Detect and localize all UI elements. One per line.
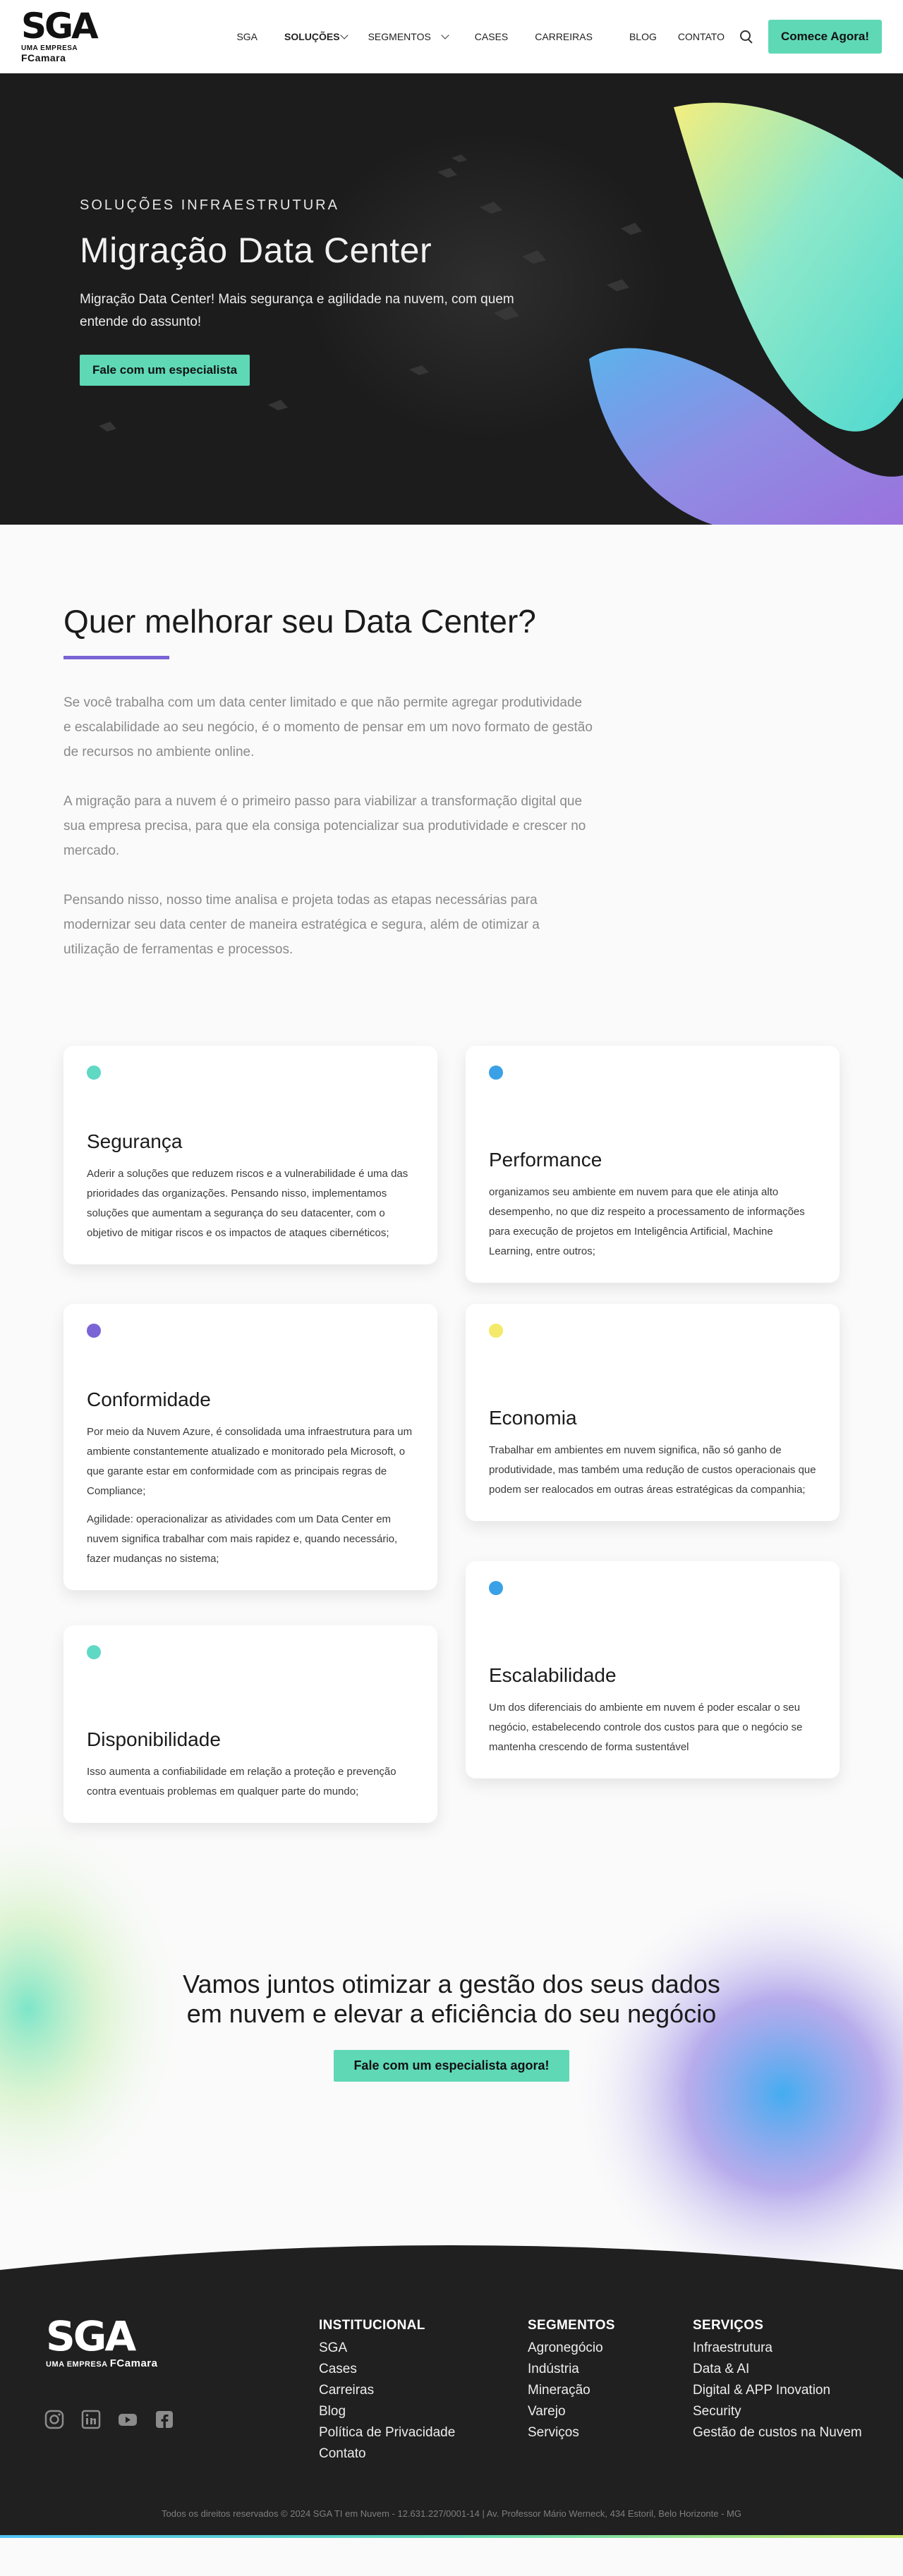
footer-link[interactable]: Infraestrutura: [693, 2340, 772, 2355]
card-text: Isso aumenta a confiabilidade em relação a proteção e prevenção contra eventuais problemas em qualquer parte do mundo;: [87, 1766, 396, 1797]
card-title: Performance: [489, 1149, 602, 1171]
card-title: Disponibilidade: [87, 1728, 221, 1750]
card-dot-icon: [87, 1066, 101, 1080]
hero-especialista-button[interactable]: Fale com um especialista: [80, 355, 250, 386]
hero-content: [80, 197, 531, 386]
comece-agora-button[interactable]: Comece Agora!: [768, 20, 882, 54]
hero-eyebrow: SOLUÇÕES INFRAESTRUTURA: [80, 197, 339, 213]
instagram-icon[interactable]: [44, 2409, 65, 2430]
card-dot-icon: [87, 1645, 101, 1659]
card-dot-icon: [87, 1324, 101, 1338]
youtube-icon[interactable]: [117, 2409, 138, 2430]
footer-link[interactable]: Agronegócio: [528, 2340, 603, 2355]
facebook-icon[interactable]: [154, 2409, 175, 2430]
footer-col-servicos: [693, 2318, 862, 2443]
footer-link[interactable]: SGA: [319, 2340, 348, 2355]
nav-item-segmentos[interactable]: SEGMENTOS: [368, 31, 448, 42]
footer-link[interactable]: Security: [693, 2404, 741, 2419]
card-text: Por meio da Nuvem Azure, é consolidada uma infraestrutura para um ambiente constantemente atualizado e monitorado pela Microsoft, o que garante estar em conformidade com as principais regras de Compliance;: [87, 1426, 413, 1497]
intro-paragraph: Pensando nisso, nosso time analisa e projeta todas as etapas necessárias para modernizar seu data center de maneira estratégica e segura, além de otimizar a utilização de ferramentas e processos.: [63, 893, 540, 957]
card-title: Economia: [489, 1407, 577, 1429]
logo-wordmark: SGA: [21, 5, 97, 47]
footer-link[interactable]: Política de Privacidade: [319, 2425, 456, 2440]
card-text: Aderir a soluções que reduzem riscos e a vulnerabilidade é uma das prioridades das organizações. Pensando nisso, implementamos soluções que aumentam a segurança do seu datacenter, com o objetivo de mitigar riscos e os impactos de ataques cibernéticos;: [87, 1168, 408, 1239]
hero-text: Migração Data Center! Mais segurança e agilidade na nuvem, com quem entende do assunto!: [80, 292, 514, 329]
footer-link[interactable]: Digital & APP Inovation: [693, 2383, 831, 2398]
site-footer: [0, 2270, 903, 2538]
hero-section: [0, 73, 903, 525]
footer-link[interactable]: Indústria: [528, 2362, 579, 2376]
card-text: Trabalhar em ambientes em nuvem significa, não só ganho de produtividade, mas também uma redução de custos operacionais que podem ser realocados em outras áreas estratégicas da companhia;: [489, 1444, 816, 1496]
intro-section: [0, 525, 635, 962]
site-header: [0, 0, 903, 73]
footer-col-title: SERVIÇOS: [693, 2318, 764, 2333]
cta-title: Vamos juntos otimizar a gestão dos seus dados em nuvem e elevar a eficiência do seu negócio: [183, 1970, 720, 2028]
nav-item-solucoes[interactable]: SOLUÇÕES: [284, 31, 347, 42]
nav-item-cases[interactable]: CASES: [474, 31, 509, 42]
intro-paragraph: Se você trabalha com um data center limitado e que não permite agregar produtividade e escalabilidade ao seu negócio, é o momento de pensar em um novo formato de gestão de recursos no ambiente online.: [63, 695, 593, 759]
card-conformidade: [63, 1304, 437, 1590]
cta-content: [0, 1970, 903, 2082]
sga-logo[interactable]: [21, 5, 118, 63]
nav-item-carreiras[interactable]: CARREIRAS: [535, 31, 593, 42]
card-economia: [466, 1304, 840, 1521]
linkedin-icon[interactable]: [80, 2409, 102, 2430]
card-performance: [466, 1046, 840, 1283]
footer-link[interactable]: Cases: [319, 2362, 357, 2376]
main-nav: [236, 20, 882, 54]
card-title: Conformidade: [87, 1388, 211, 1410]
title-underline: [63, 656, 169, 659]
card-text: organizamos seu ambiente em nuvem para que ele atinja alto desempenho, no que diz respeito a processamento de informações para execução de projetos em Inteligência Artificial, Machine Learning, entre outros;: [489, 1186, 805, 1257]
footer-link[interactable]: Gestão de custos na Nuvem: [693, 2425, 862, 2440]
footer-col-title: SEGMENTOS: [528, 2318, 615, 2333]
footer-col-segmentos: [528, 2318, 615, 2443]
card-dot-icon: [489, 1581, 503, 1595]
footer-logo[interactable]: SGA UMA EMPRESA FCamara: [46, 2312, 158, 2369]
card-title: Segurança: [87, 1130, 183, 1152]
footer-accent-bar: [0, 2535, 903, 2538]
footer-link[interactable]: Carreiras: [319, 2383, 375, 2398]
card-escalabilidade: [466, 1561, 840, 1778]
card-dot-icon: [489, 1066, 503, 1080]
chevron-down-icon: [340, 31, 348, 39]
card-text: Um dos diferenciais do ambiente em nuvem é poder escalar o seu negócio, estabelecendo controle dos custos para que o negócio se mantenha crescendo de forma sustentável: [489, 1702, 803, 1753]
card-text: Agilidade: operacionalizar as atividades com um Data Center em nuvem significa trabalhar com mais rapidez e, quando necessário, fazer mudanças no sistema;: [87, 1513, 398, 1565]
footer-curve: [0, 2228, 903, 2312]
footer-link[interactable]: Contato: [319, 2446, 366, 2461]
social-links: [44, 2409, 190, 2430]
footer-link[interactable]: Blog: [319, 2404, 346, 2419]
footer-link[interactable]: Serviços: [528, 2425, 579, 2440]
footer-col-title: INSTITUCIONAL: [319, 2318, 425, 2333]
hero-title: Migração Data Center: [80, 231, 432, 270]
footer-link[interactable]: Data & AI: [693, 2362, 750, 2376]
intro-paragraph: A migração para a nuvem é o primeiro passo para viabilizar a transformação digital que sua empresa precisa, para que ela consiga potencializar sua produtividade e crescer no mercado.: [63, 794, 586, 858]
card-dot-icon: [489, 1324, 503, 1338]
intro-title: Quer melhorar seu Data Center?: [63, 603, 536, 640]
benefits-grid: [0, 987, 903, 1797]
cta-especialista-button[interactable]: Fale com um especialista agora!: [334, 2050, 569, 2082]
card-seguranca: [63, 1046, 437, 1264]
search-icon[interactable]: [740, 30, 753, 43]
nav-item-sga[interactable]: SGA: [236, 31, 258, 42]
copyright-text: Todos os direitos reservados © 2024 SGA TI em Nuvem - 12.631.227/0001-14 | Av. Professor Mário Werneck, 434 Estoril, Belo Horizonte - MG: [162, 2508, 741, 2519]
footer-link[interactable]: Varejo: [528, 2404, 566, 2419]
chevron-down-icon: [441, 31, 449, 39]
card-title: Escalabilidade: [489, 1664, 617, 1686]
footer-col-institucional: [319, 2318, 455, 2465]
card-disponibilidade: [63, 1625, 437, 1823]
cta-section: [0, 1797, 903, 2270]
logo-subtitle: UMA EMPRESA FCamara: [21, 44, 78, 63]
footer-link[interactable]: Mineração: [528, 2383, 590, 2398]
nav-item-contato[interactable]: CONTATO: [677, 31, 725, 42]
nav-item-blog[interactable]: BLOG: [629, 31, 657, 42]
